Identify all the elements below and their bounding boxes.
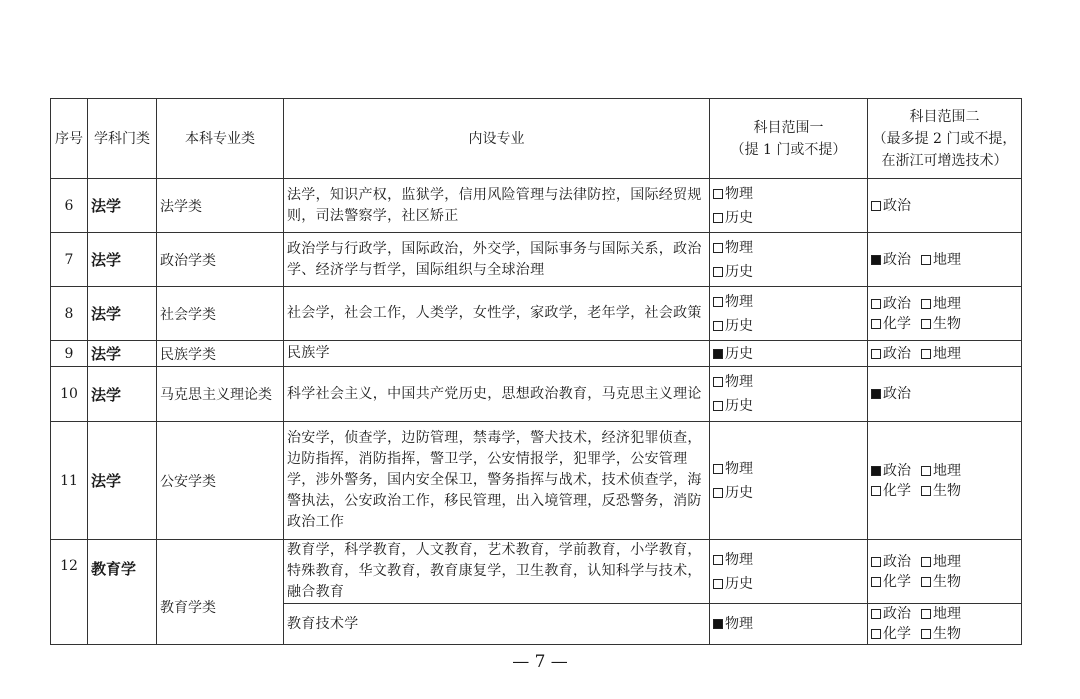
header-range2-line2: （最多提 2 门或不提，	[872, 130, 1017, 147]
checkbox-icon	[871, 609, 881, 619]
subject-option	[713, 572, 864, 596]
checkbox-icon	[921, 319, 931, 329]
checkbox-icon	[871, 349, 881, 359]
checkbox-icon	[713, 189, 723, 199]
cell-discipline: 教育学	[88, 540, 157, 645]
checked-box-icon	[871, 466, 881, 476]
subject-label: 生物	[933, 573, 961, 590]
cell-range2	[868, 604, 1022, 645]
checkbox-icon	[921, 557, 931, 567]
subject-label: 物理	[725, 374, 753, 390]
range2-line	[871, 344, 1018, 364]
header-category: 本科专业类	[157, 99, 284, 179]
checkbox-icon	[921, 466, 931, 476]
subject-option	[921, 346, 961, 362]
cell-seq: 8	[51, 287, 88, 341]
cell-range1	[710, 341, 868, 367]
subject-label: 历史	[725, 263, 753, 280]
range2-line	[871, 196, 1018, 216]
header-range2-line3: 在浙江可增选技术）	[881, 152, 1008, 169]
checkbox-icon	[921, 255, 931, 265]
range2-line	[871, 384, 1018, 404]
checkbox-icon	[713, 464, 723, 474]
checkbox-icon	[921, 609, 931, 619]
header-range2	[868, 99, 1022, 179]
subject-option	[871, 606, 911, 622]
cell-majors: 法学，知识产权，监狱学，信用风险管理与法律防控，国际经贸规则，司法警察学，社区矫正	[284, 179, 710, 233]
cell-seq: 10	[51, 367, 88, 422]
cell-range2	[868, 287, 1022, 341]
subject-option	[921, 554, 961, 570]
checked-box-icon	[713, 349, 723, 359]
subject-label: 政治	[883, 386, 911, 402]
subject-option	[921, 316, 961, 332]
subject-label: 历史	[725, 345, 753, 362]
cell-majors: 治安学，侦查学，边防管理，禁毒学，警犬技术，经济犯罪侦查，边防指挥，消防指挥，警卫学，公安情报学，犯罪学，公安管理学，涉外警务，国内安全保卫，警务指挥与战术，技术侦查学，海警执法，公安政治工作，移民管理，出入境管理，反恐警务，消防政治工作	[284, 422, 710, 540]
subject-label: 地理	[933, 345, 961, 362]
subject-label: 物理	[725, 551, 753, 568]
checked-box-icon	[871, 255, 881, 265]
checkbox-icon	[713, 321, 723, 331]
page-number: — 7 —	[512, 652, 568, 672]
subject-label: 生物	[933, 626, 961, 642]
cell-category: 法学类	[157, 179, 284, 233]
header-range2-line1: 科目范围二	[909, 108, 980, 125]
cell-seq: 7	[51, 233, 88, 287]
subject-label: 历史	[725, 484, 753, 501]
subject-option	[871, 626, 911, 642]
checkbox-icon	[713, 267, 723, 277]
cell-majors: 教育学，科学教育，人文教育，艺术教育，学前教育，小学教育，特殊教育，华文教育，教育康复学，卫生教育，认知科学与技术，融合教育	[284, 540, 710, 604]
checkbox-icon	[871, 319, 881, 329]
cell-category: 政治学类	[157, 233, 284, 287]
cell-range1	[710, 367, 868, 422]
header-range1-line1: 科目范围一	[753, 119, 824, 136]
subject-label: 地理	[933, 251, 961, 268]
cell-range1	[710, 233, 868, 287]
subject-label: 政治	[883, 345, 911, 362]
subject-label: 历史	[725, 317, 753, 334]
range2-line	[871, 461, 1018, 481]
cell-range2	[868, 233, 1022, 287]
range2-line	[871, 481, 1018, 501]
subject-option	[921, 463, 961, 479]
table-row	[51, 540, 1022, 604]
table-row	[51, 367, 1022, 422]
subject-option	[921, 606, 961, 622]
subject-label: 生物	[933, 482, 961, 499]
subject-option	[713, 290, 864, 314]
subject-option	[871, 386, 911, 402]
subject-option	[921, 296, 961, 312]
range2-line	[871, 624, 1018, 644]
subject-option	[713, 612, 864, 636]
subject-label: 历史	[725, 209, 753, 226]
subject-requirements-table	[50, 98, 1022, 645]
checkbox-icon	[921, 349, 931, 359]
table-body	[51, 179, 1022, 645]
checkbox-icon	[921, 299, 931, 309]
subject-label: 地理	[933, 606, 961, 622]
table-row	[51, 341, 1022, 367]
subject-option	[871, 346, 911, 362]
cell-discipline: 法学	[88, 233, 157, 287]
subject-label: 政治	[883, 197, 911, 214]
cell-seq: 9	[51, 341, 88, 367]
checkbox-icon	[713, 555, 723, 565]
cell-range2	[868, 422, 1022, 540]
subject-label: 地理	[933, 462, 961, 479]
table-row	[51, 179, 1022, 233]
subject-label: 政治	[883, 606, 911, 622]
subject-option	[713, 370, 864, 394]
subject-label: 政治	[883, 295, 911, 312]
subject-label: 化学	[883, 573, 911, 590]
subject-option	[713, 260, 864, 284]
checkbox-icon	[871, 299, 881, 309]
checkbox-icon	[713, 377, 723, 387]
cell-seq: 6	[51, 179, 88, 233]
cell-category: 教育学类	[157, 540, 284, 645]
subject-label: 地理	[933, 553, 961, 570]
header-range1	[710, 99, 868, 179]
subject-label: 物理	[725, 616, 753, 632]
subject-label: 物理	[725, 185, 753, 202]
subject-option	[713, 548, 864, 572]
subject-label: 政治	[883, 553, 911, 570]
subject-label: 历史	[725, 575, 753, 592]
subject-label: 化学	[883, 482, 911, 499]
cell-majors: 民族学	[284, 341, 710, 367]
table-row	[51, 233, 1022, 287]
subject-option	[921, 483, 961, 499]
subject-label: 化学	[883, 626, 911, 642]
cell-discipline: 法学	[88, 341, 157, 367]
subject-label: 生物	[933, 315, 961, 332]
header-seq: 序号	[51, 99, 88, 179]
checkbox-icon	[921, 629, 931, 639]
subject-option	[713, 481, 864, 505]
cell-seq: 11	[51, 422, 88, 540]
cell-majors: 教育技术学	[284, 604, 710, 645]
range2-line	[871, 552, 1018, 572]
checkbox-icon	[713, 401, 723, 411]
subject-option	[921, 252, 961, 268]
cell-seq: 12	[51, 540, 88, 645]
subject-option	[713, 457, 864, 481]
cell-majors: 社会学，社会工作，人类学，女性学，家政学，老年学，社会政策	[284, 287, 710, 341]
subject-option	[713, 314, 864, 338]
checkbox-icon	[921, 486, 931, 496]
subject-label: 地理	[933, 295, 961, 312]
checkbox-icon	[871, 577, 881, 587]
subject-option	[713, 236, 864, 260]
subject-option	[871, 296, 911, 312]
cell-discipline: 法学	[88, 179, 157, 233]
checkbox-icon	[713, 579, 723, 589]
subject-label: 政治	[883, 462, 911, 479]
subject-label: 历史	[725, 398, 753, 414]
subject-label: 政治	[883, 251, 911, 268]
table-row	[51, 422, 1022, 540]
cell-discipline: 法学	[88, 422, 157, 540]
cell-discipline: 法学	[88, 287, 157, 341]
subject-option	[871, 483, 911, 499]
subject-label: 物理	[725, 460, 753, 477]
checkbox-icon	[871, 201, 881, 211]
cell-discipline: 法学	[88, 367, 157, 422]
subject-option	[921, 574, 961, 590]
cell-range1	[710, 540, 868, 604]
table-header-row	[51, 99, 1022, 179]
subject-label: 物理	[725, 293, 753, 310]
cell-category: 公安学类	[157, 422, 284, 540]
checkbox-icon	[713, 243, 723, 253]
cell-range1	[710, 604, 868, 645]
subject-option	[871, 463, 911, 479]
subject-label: 化学	[883, 315, 911, 332]
subject-option	[713, 206, 864, 230]
cell-range1	[710, 179, 868, 233]
subject-option	[713, 394, 864, 418]
checkbox-icon	[921, 577, 931, 587]
subject-option	[871, 316, 911, 332]
range2-line	[871, 250, 1018, 270]
cell-category: 民族学类	[157, 341, 284, 367]
subject-label: 物理	[725, 239, 753, 256]
cell-range2	[868, 367, 1022, 422]
checkbox-icon	[713, 213, 723, 223]
cell-range2	[868, 341, 1022, 367]
range2-line	[871, 572, 1018, 592]
subject-option	[871, 198, 911, 214]
checked-box-icon	[871, 389, 881, 399]
table-row	[51, 287, 1022, 341]
range2-line	[871, 314, 1018, 334]
checkbox-icon	[871, 557, 881, 567]
cell-range2	[868, 540, 1022, 604]
header-range1-line2: （提 1 门或不提）	[730, 141, 847, 158]
subject-option	[871, 252, 911, 268]
cell-category: 马克思主义理论类	[157, 367, 284, 422]
header-majors: 内设专业	[284, 99, 710, 179]
subject-option	[713, 182, 864, 206]
cell-majors: 科学社会主义，中国共产党历史，思想政治教育，马克思主义理论	[284, 367, 710, 422]
range2-line	[871, 294, 1018, 314]
cell-range1	[710, 422, 868, 540]
subject-option	[921, 626, 961, 642]
checkbox-icon	[871, 486, 881, 496]
cell-category: 社会学类	[157, 287, 284, 341]
subject-option	[713, 342, 864, 366]
checkbox-icon	[713, 488, 723, 498]
range2-line	[871, 604, 1018, 624]
checkbox-icon	[713, 297, 723, 307]
checked-box-icon	[713, 619, 723, 629]
cell-range2	[868, 179, 1022, 233]
header-discipline: 学科门类	[88, 99, 157, 179]
subject-option	[871, 574, 911, 590]
checkbox-icon	[871, 629, 881, 639]
subject-option	[871, 554, 911, 570]
cell-range1	[710, 287, 868, 341]
cell-majors: 政治学与行政学，国际政治，外交学，国际事务与国际关系，政治学、经济学与哲学，国际组织与全球治理	[284, 233, 710, 287]
